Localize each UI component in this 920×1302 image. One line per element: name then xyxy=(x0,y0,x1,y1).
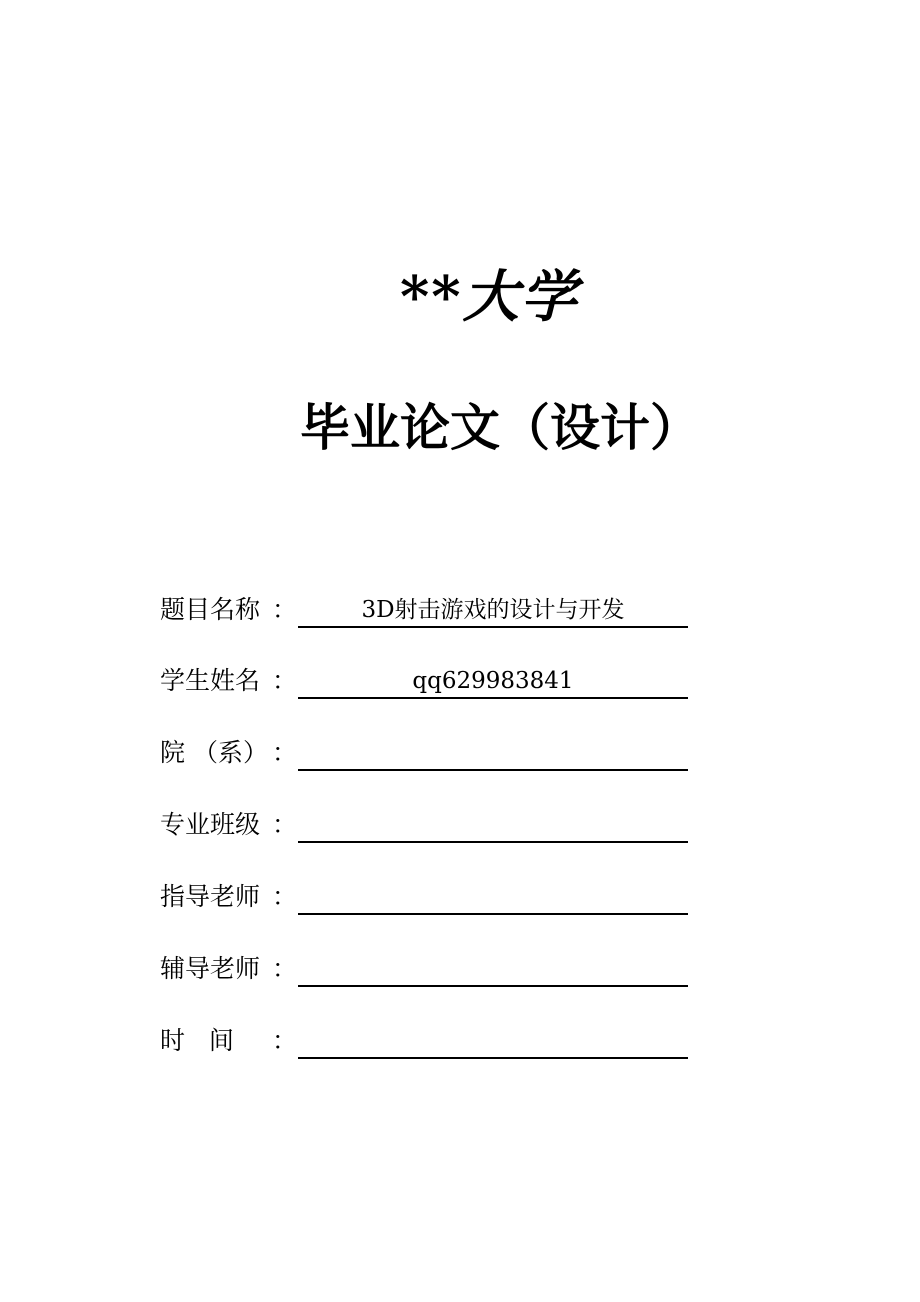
major-class-label: 专业班级 xyxy=(160,810,261,839)
department-field[interactable] xyxy=(298,731,688,771)
advisor-field[interactable] xyxy=(298,875,688,915)
form-row-student-name xyxy=(160,659,720,699)
topic-colon: ： xyxy=(272,595,298,624)
student-name-colon: ： xyxy=(272,666,298,695)
department-label: 院 （系） xyxy=(160,738,268,767)
form-row-assistant-advisor xyxy=(160,947,720,987)
major-class-field[interactable] xyxy=(298,803,688,843)
student-name-label: 学生姓名 xyxy=(160,666,261,695)
major-class-colon: ： xyxy=(272,810,298,839)
form-row-advisor xyxy=(160,875,720,915)
form-row-major-class xyxy=(160,803,720,843)
time-field[interactable] xyxy=(298,1019,688,1059)
form-row-department xyxy=(160,731,720,771)
assistant-advisor-field[interactable] xyxy=(298,947,688,987)
topic-label: 题目名称 xyxy=(160,595,261,624)
form-row-topic xyxy=(160,588,720,628)
time-colon: ： xyxy=(272,1026,298,1055)
student-name-value: qq629983841 xyxy=(412,668,574,694)
topic-field[interactable] xyxy=(298,588,688,628)
department-colon: ： xyxy=(272,738,298,767)
advisor-colon: ： xyxy=(272,882,298,911)
assistant-advisor-label: 辅导老师 xyxy=(160,954,261,983)
advisor-label: 指导老师 xyxy=(160,882,261,911)
topic-value: 3D射击游戏的设计与开发 xyxy=(361,597,625,623)
form-row-time xyxy=(160,1019,720,1059)
student-name-field[interactable] xyxy=(298,659,688,699)
assistant-advisor-colon: ： xyxy=(272,954,298,983)
thesis-title: 毕业论文（设计） xyxy=(300,399,700,457)
university-name: **大学 xyxy=(400,264,579,330)
time-label: 时 间 xyxy=(160,1026,234,1055)
